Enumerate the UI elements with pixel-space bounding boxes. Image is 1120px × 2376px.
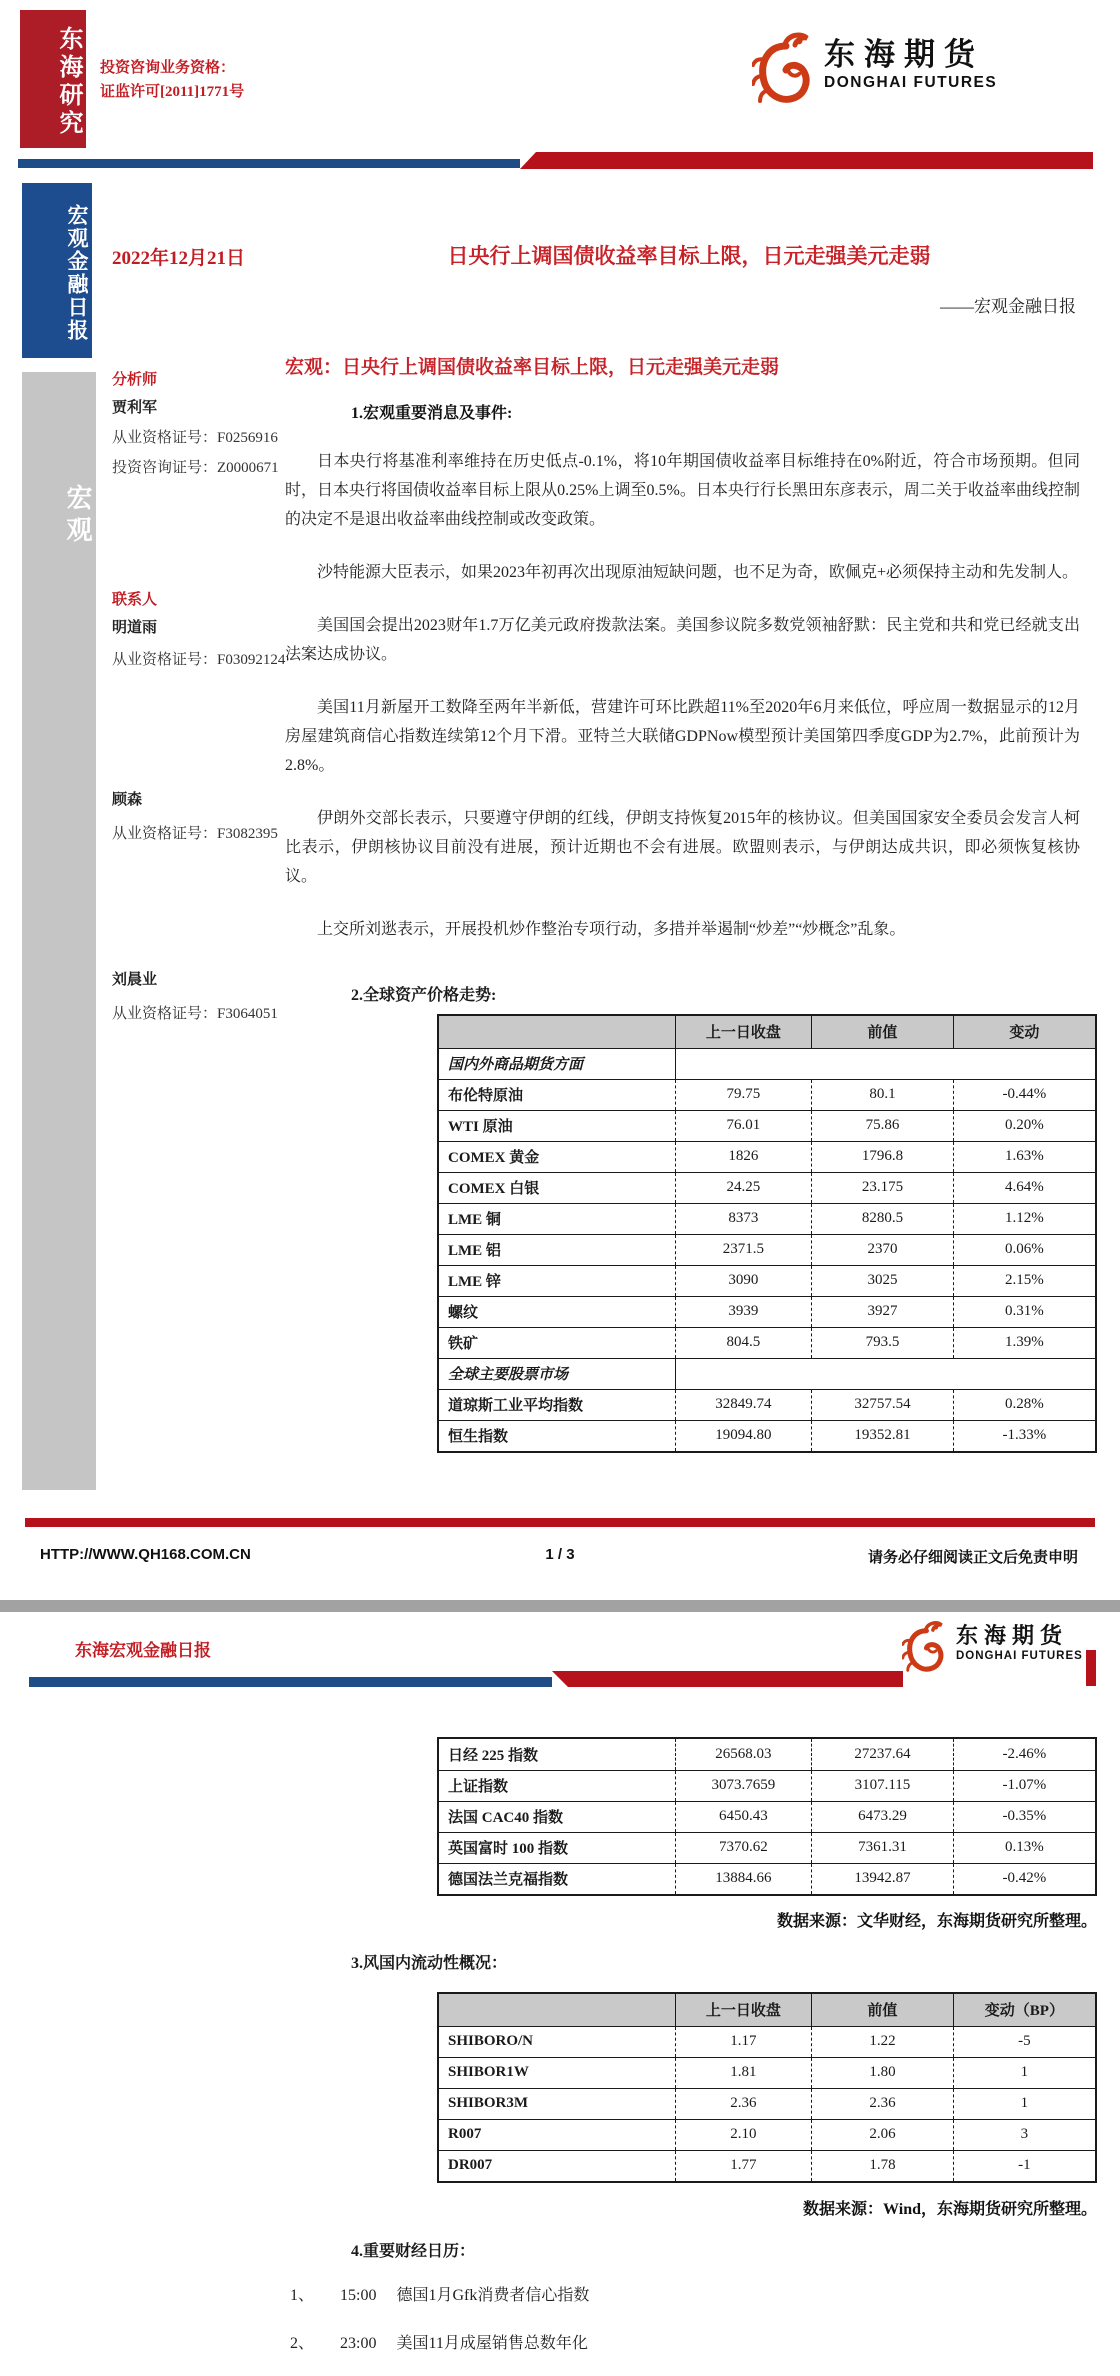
row-label: WTI 原油 [439, 1110, 675, 1141]
page2-divider-blue [29, 1677, 552, 1687]
row-label: DR007 [439, 2150, 675, 2181]
qualification-text [100, 56, 244, 104]
table-row [439, 1327, 1095, 1358]
table-row [439, 1203, 1095, 1234]
table-row [439, 1801, 1095, 1832]
table-row [439, 1389, 1095, 1420]
calendar-item-number: 2、 [290, 2335, 315, 2352]
logo-english-name: DONGHAI FUTURES [956, 1650, 1083, 1662]
cell-value: 1.78 [812, 2150, 954, 2181]
calendar-item-event: 美国11月成屋销售总数年化 [396, 2335, 588, 2352]
table-row [439, 1358, 1095, 1389]
heading-news: 1.宏观重要消息及事件: [351, 405, 513, 422]
analyst-label: 分析师 [112, 372, 158, 388]
table-row [439, 1110, 1095, 1141]
column-header: 上一日收盘 [675, 1016, 811, 1048]
footer-page-number: 1 / 3 [545, 1546, 575, 1563]
cell-value: 76.01 [675, 1110, 811, 1141]
dragon-logo-icon [752, 24, 816, 121]
group-row-spacer [675, 1048, 1095, 1079]
cell-value: 1.22 [812, 2026, 954, 2057]
cell-value: 80.1 [812, 1079, 954, 1110]
page-separator [0, 1600, 1120, 1612]
calendar-item [290, 2330, 588, 2353]
cell-value: 26568.03 [675, 1739, 811, 1770]
header-divider-blue [18, 159, 520, 168]
table-row [439, 1265, 1095, 1296]
table-row [439, 2088, 1095, 2119]
cell-value: 32757.54 [812, 1389, 954, 1420]
footer-bar [25, 1518, 1095, 1527]
paragraph: 沙特能源大臣表示，如果2023年初再次出现原油短缺问题，也不足为奇，欧佩克+必须保持主动和先发制人。 [317, 564, 1079, 581]
cell-value: 1.80 [812, 2057, 954, 2088]
cell-value: 2.36 [675, 2088, 811, 2119]
row-label: 上证指数 [439, 1770, 675, 1801]
cell-value: 1 [953, 2057, 1095, 2088]
cell-value: 0.06% [953, 1234, 1095, 1265]
cell-value: 793.5 [812, 1327, 954, 1358]
cell-value: 19094.80 [675, 1420, 811, 1451]
cell-value: 13942.87 [812, 1863, 954, 1894]
cell-value: 23.175 [812, 1172, 954, 1203]
table-row [439, 1141, 1095, 1172]
cell-value: 2.10 [675, 2119, 811, 2150]
cell-value: 19352.81 [812, 1420, 954, 1451]
cell-value: 3939 [675, 1296, 811, 1327]
contact-cert-3: 从业资格证号：F3064051 [112, 1006, 278, 1022]
cell-value: 3 [953, 2119, 1095, 2150]
column-header: 前值 [812, 1994, 954, 2026]
cell-value: 6450.43 [675, 1801, 811, 1832]
heading-liquidity: 3.风国内流动性概况： [351, 1955, 508, 1972]
table-row [439, 2026, 1095, 2057]
cell-value: 1826 [675, 1141, 811, 1172]
row-label: R007 [439, 2119, 675, 2150]
table-row [439, 1048, 1095, 1079]
calendar-item [290, 2282, 589, 2305]
row-label: 国内外商品期货方面 [439, 1048, 675, 1079]
column-header [439, 1016, 675, 1048]
contact-label: 联系人 [112, 592, 158, 608]
row-label: 德国法兰克福指数 [439, 1863, 675, 1894]
research-brand-tab: 东海研究 [20, 10, 86, 148]
liquidity-table [437, 1992, 1097, 2183]
cell-value: -0.44% [953, 1079, 1095, 1110]
row-label: COMEX 黄金 [439, 1141, 675, 1172]
row-label: LME 铝 [439, 1234, 675, 1265]
qualification-line1: 投资咨询业务资格： [100, 60, 236, 76]
cell-value: 3090 [675, 1265, 811, 1296]
cell-value: 1.17 [675, 2026, 811, 2057]
cell-value: 3107.115 [812, 1770, 954, 1801]
cell-value: 7361.31 [812, 1832, 954, 1863]
data-source-wenhua: 数据来源：文华财经，东海期货研究所整理。 [776, 1913, 1097, 1930]
row-label: SHIBOR1W [439, 2057, 675, 2088]
cell-value: -1.33% [953, 1420, 1095, 1451]
contact-name-1: 明道雨 [112, 620, 158, 636]
table-header-row [439, 1016, 1095, 1048]
company-logo [752, 24, 997, 121]
row-label: 螺纹 [439, 1296, 675, 1327]
cell-value: 8373 [675, 1203, 811, 1234]
calendar-item-number: 1、 [290, 2287, 315, 2304]
page2-header-title: 东海宏观金融日报 [75, 1641, 211, 1660]
page2-divider-red [552, 1671, 903, 1687]
paragraph: 上交所刘逖表示，开展投机炒作整治专项行动，多措并举遏制“炒差”“炒概念”乱象。 [317, 921, 906, 938]
news-section [285, 400, 1080, 944]
table-row [439, 1863, 1095, 1894]
calendar-item-time: 15:00 [340, 2287, 377, 2304]
cell-value: 2.15% [953, 1265, 1095, 1296]
row-label: 铁矿 [439, 1327, 675, 1358]
contact-name-3: 刘晨业 [112, 972, 158, 988]
table-row [439, 2119, 1095, 2150]
heading-asset-prices: 2.全球资产价格走势: [351, 987, 497, 1004]
table-row [439, 1296, 1095, 1327]
dragon-logo-icon [902, 1614, 948, 1687]
contact-cert-2: 从业资格证号：F3082395 [112, 826, 278, 842]
table-row [439, 1079, 1095, 1110]
asset-price-table [437, 1014, 1097, 1453]
cell-value: 2.36 [812, 2088, 954, 2119]
analyst-name: 贾利军 [112, 400, 158, 416]
calendar-item-time: 23:00 [340, 2335, 377, 2352]
table-row [439, 1739, 1095, 1770]
row-label: 日经 225 指数 [448, 1747, 539, 1764]
analyst-cert-2: 投资咨询证号：Z0000671 [112, 460, 279, 476]
data-source-wind: 数据来源：Wind，东海期货研究所整理。 [803, 2201, 1097, 2218]
contact-name-2: 顾森 [112, 792, 143, 808]
logo-chinese-name: 东海期货 [824, 37, 984, 72]
footer-disclaimer: 请务必仔细阅读正文后免责申明 [867, 1549, 1078, 1566]
table-row [439, 1172, 1095, 1203]
row-label: SHIBOR3M [439, 2088, 675, 2119]
row-label: 布伦特原油 [439, 1079, 675, 1110]
column-header: 变动（BP） [953, 1994, 1095, 2026]
report-date: 2022年12月21日 [112, 248, 246, 269]
cell-value: 0.13% [953, 1832, 1095, 1863]
column-header: 变动 [953, 1016, 1095, 1048]
row-label: 英国富时 100 指数 [439, 1832, 675, 1863]
row-label: 恒生指数 [439, 1420, 675, 1451]
logo-red-square [1086, 1650, 1096, 1686]
cell-value: -1 [953, 2150, 1095, 2181]
paragraph: 美国国会提出2023财年1.7万亿美元政府拨款法案。美国参议院多数党领袖舒默：民主党和共和党已经就支出法案达成协议。 [285, 617, 1080, 663]
cell-value: 1.12% [953, 1203, 1095, 1234]
table-row [439, 1832, 1095, 1863]
heading-calendar: 4.重要财经日历： [351, 2243, 476, 2260]
group-row-spacer [675, 1358, 1095, 1389]
column-header: 上一日收盘 [675, 1994, 811, 2026]
cell-value: -0.42% [953, 1863, 1095, 1894]
cell-value: 27237.64 [812, 1739, 954, 1770]
cell-value: -1.07% [953, 1770, 1095, 1801]
table-row [439, 1420, 1095, 1451]
table-row [439, 1234, 1095, 1265]
cell-value: 0.28% [953, 1389, 1095, 1420]
report-title: 日央行上调国债收益率目标上限，日元走强美元走弱 [447, 244, 931, 268]
cell-value: 3025 [812, 1265, 954, 1296]
paragraph: 日本央行将基准利率维持在历史低点-0.1%，将10年期国债收益率目标维持在0%附近，符合市场预期。但同时，日本央行将国债收益率目标上限从0.25%上调至0.5%。日本央行行长黑田东彦表示，周二关于收益率曲线控制的决定不是退出收益率曲线控制或改变政策。 [285, 453, 1080, 528]
cell-value: 1.77 [675, 2150, 811, 2181]
cell-value: 24.25 [675, 1172, 811, 1203]
calendar-item-event: 德国1月Gfk消费者信心指数 [396, 2287, 590, 2304]
cell-value: 0.31% [953, 1296, 1095, 1327]
cell-value: -5 [953, 2026, 1095, 2057]
cell-value: 79.75 [675, 1079, 811, 1110]
row-label: SHIBORO/N [439, 2026, 675, 2057]
row-label: 全球主要股票市场 [439, 1358, 675, 1389]
cell-value: 1796.8 [812, 1141, 954, 1172]
analyst-cert-1: 从业资格证号：F0256916 [112, 430, 278, 446]
cell-value: 1 [953, 2088, 1095, 2119]
cell-value: 13884.66 [675, 1863, 811, 1894]
cell-value: 32849.74 [675, 1389, 811, 1420]
logo-chinese-name: 东海期货 [956, 1623, 1069, 1648]
table-row [439, 2150, 1095, 2181]
cell-value: 4.64% [953, 1172, 1095, 1203]
cell-value: 6473.29 [812, 1801, 954, 1832]
footer-url[interactable]: HTTP://WWW.QH168.COM.CN [40, 1546, 251, 1563]
row-label: LME 锌 [439, 1265, 675, 1296]
row-label: 道琼斯工业平均指数 [439, 1389, 675, 1420]
cell-value: 3927 [812, 1296, 954, 1327]
daily-report-tab: 宏观金融日报 [22, 183, 92, 358]
asset-price-table-continued [437, 1737, 1097, 1896]
cell-value: 8280.5 [812, 1203, 954, 1234]
paragraph: 美国11月新屋开工数降至两年半新低，营建许可环比跌超11%至2020年6月来低位，呼应周一数据显示的12月房屋建筑商信心指数连续第12个月下滑。亚特兰大联储GDPNow模型预计美国第四季度GDP为2.7%，此前预计为2.8%。 [285, 699, 1080, 774]
paragraph: 伊朗外交部长表示，只要遵守伊朗的红线，伊朗支持恢复2015年的核协议。但美国国家安全委员会发言人柯比表示，伊朗核协议目前没有进展，预计近期也不会有进展。欧盟则表示，与伊朗达成共识，即必须恢复核协议。 [285, 810, 1080, 885]
company-logo-small [902, 1614, 1083, 1687]
cell-value: 75.86 [812, 1110, 954, 1141]
cell-value: 2370 [812, 1234, 954, 1265]
contact-cert-1: 从业资格证号：F03092124 [112, 652, 286, 668]
cell-value: 1.39% [953, 1327, 1095, 1358]
cell-value: 3073.7659 [675, 1770, 811, 1801]
cell-value: -0.35% [953, 1801, 1095, 1832]
row-label: COMEX 白银 [439, 1172, 675, 1203]
cell-value: 1.63% [953, 1141, 1095, 1172]
macro-section-tab: 宏观 [22, 372, 96, 1490]
cell-value: 2371.5 [675, 1234, 811, 1265]
macro-section-title: 宏观：日央行上调国债收益率目标上限，日元走强美元走弱 [285, 357, 780, 378]
table-row [439, 2057, 1095, 2088]
header-divider-red [520, 152, 1093, 169]
row-label: 法国 CAC40 指数 [439, 1801, 675, 1832]
qualification-line2: 证监许可[2011]1771号 [100, 84, 245, 100]
row-label: LME 铜 [439, 1203, 675, 1234]
cell-value: 1.81 [675, 2057, 811, 2088]
cell-value: 804.5 [675, 1327, 811, 1358]
logo-english-name: DONGHAI FUTURES [824, 74, 998, 91]
cell-value: 7370.62 [675, 1832, 811, 1863]
report-subtitle: ——宏观金融日报 [940, 297, 1076, 316]
column-header: 前值 [812, 1016, 954, 1048]
cell-value: -2.46% [953, 1739, 1095, 1770]
cell-value: 2.06 [812, 2119, 954, 2150]
column-header [439, 1994, 675, 2026]
table-row [439, 1770, 1095, 1801]
cell-value: 0.20% [953, 1110, 1095, 1141]
table-header-row [439, 1994, 1095, 2026]
